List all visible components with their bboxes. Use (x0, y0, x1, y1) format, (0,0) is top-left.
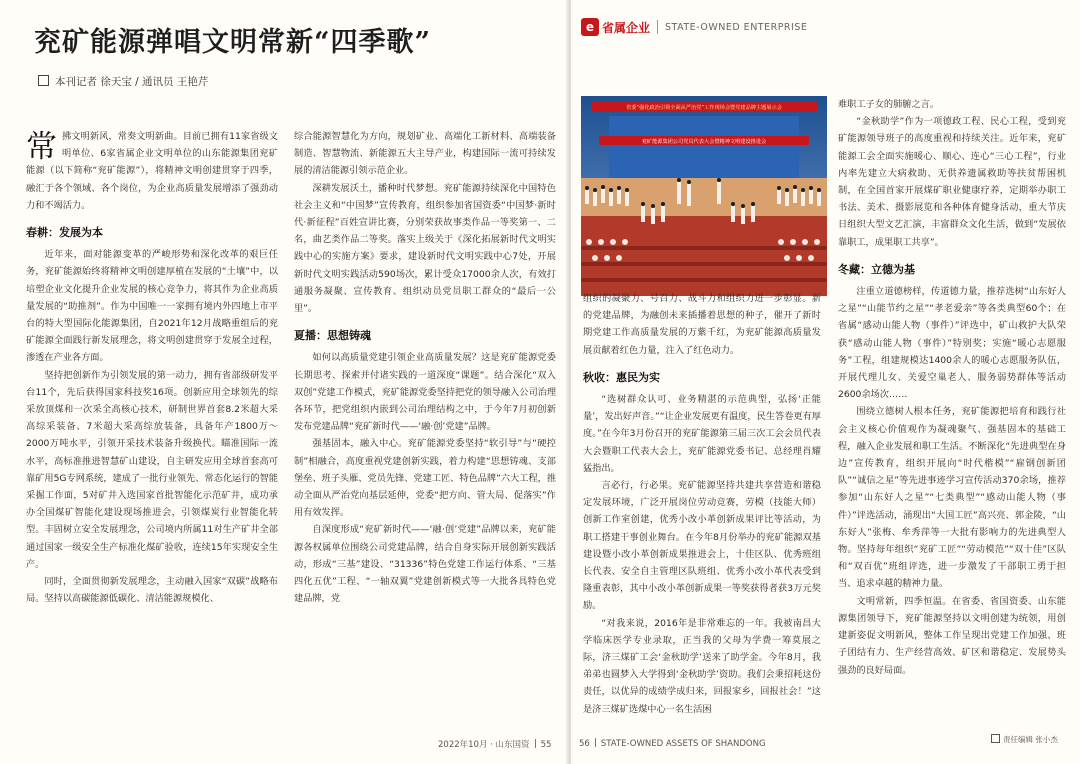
paragraph: 难职工子女的肺腑之言。 (838, 99, 940, 110)
publication-name: STATE-OWNED ASSETS OF SHANDONG (600, 739, 766, 749)
top-banner-text: 省委“强化政治引领全面从严治党”工作现场会暨党建品牌主题展示会 (626, 105, 782, 111)
square-icon (38, 75, 49, 86)
paragraph: “对我来说，2016年是非常难忘的一年。我被南昌大学临床医学专业录取，正当我的父母为学费一筹莫展之际，济三煤矿工会‘金秋助学’送来了助学金。今年8月，我弟弟也圆梦入大学得到‘金秋助学’资助。我们会秉招耗这份责任，以优异的成绩学成归来，回报家乡，回报社会！”这是济三煤矿选煤中心一名生活困 (583, 617, 821, 715)
editor-text: 责任编辑 张小杰 (1003, 735, 1058, 744)
square-icon (991, 734, 1000, 743)
paragraph: “金秋助学”作为一项德政工程、民心工程，受到兖矿能源领导班子的高度重视和持续关注。近年来，兖矿能源工会全面实施暖心、顺心、连心“三心工程”，行业内率先建立大病救助、无供养遗属救助等扶贫帮困机制，在全国首家开展煤矿职业健康疗养，定期举办职工书法、美术、摄影展览和各种体育健身活动，重大节庆日组织大型文艺汇演，丰富群众文化生活，做到“发展依靠职工，成果职工共享”。 (838, 116, 1066, 248)
paragraph: 组织的凝聚力、号召力、战斗力和组织力进一步彰显。新的党建品牌，为融创未来插播着思想的种子，催开了新时期党建工作高质量发展的万紫千红，为兖矿能源高质量发展贡献着红色力量，注入了红色动力。 (583, 293, 821, 356)
section-name-en: STATE-OWNED ENTERPRISE (665, 21, 808, 33)
paragraph: 坚持把创新作为引领发展的第一动力，拥有省部级研发平台11个，先后获得国家科技奖16项。创新应用全球领先的综采放顶煤和一次采全高核心技术，研制世界首套8.2米超大采高综采装备、7米超大采高综放装备，具备年产1800万～2000万吨水平，引领开采技术装备升级换代。瞄准国际一流水平，高标准推进智慧矿山建设，自主研发应用全球首套高可靠矿用5G专网系统，建成了一批行业领先、常态化运行的智能采掘工作面，5对矿井入选国家首批智能化示范矿井，成功承办全国煤矿智能化建设现场推进会，引领煤炭行业智能化转型。丰固树立安全发展理念，公司境内所属11对生产矿井全部通过国家一级安全生产标准化煤矿验收，连续15年实现安全生产。 (26, 369, 278, 570)
paragraph: 如何以高质量党建引领企业高质量发展？这是兖矿能源党委长期思考、探索并付诸实践的一道深度“课题”。结合深化“双入双创”党建工作模式，兖矿能源党委坚持把党的领导融入公司治理各环节，把党组织内嵌到公司治理结构之中，于今年7月初创新发布党建品牌“兖矿新时代——‘融·创’党建”品牌。 (294, 352, 557, 433)
paragraph: 注重立道德榜样，传道德力量，推荐选树“山东好人之星”“山能节约之星”“孝老爱亲”等各类典型60个；在省属“感动山能人物（事件）”评选中，矿山救护大队荣获“感动山能人物（事件）”特别奖；实施“暖心志愿服务”工程，组建规模达1400余人的暖心志愿服务队伍，开展代理儿女、关爱空巢老人、服务弱势群体等活动2600余场次…… (838, 286, 1066, 401)
e-logo-icon: e (581, 18, 599, 36)
right-page (571, 0, 1080, 764)
section-header (581, 18, 807, 36)
paragraph: 自深度形成“兖矿新时代——‘融·创’党建”品牌以来，兖矿能源各权属单位围绕公司党建品牌，结合自身实际开展创新实践活动，形成“三基”建设、“31336”特色党建工作运行体系、“三基四化五优”工程、“一轴双翼”党建创新模式等一大批各具特色党建品牌，党 (294, 524, 556, 605)
paragraph: 文明常新，四季恒温。在省委、省国资委、山东能源集团领导下，兖矿能源坚持以文明创建为统领，用创建新姿促文明新风，整体工作呈现出党建工作加强、班子团结有力、生产经营高效、矿区和谐稳定、发展势头强劲的良好局面。 (838, 595, 1066, 676)
page-number: 55 (540, 740, 552, 750)
main-banner-text: 兖矿能源集团公司党员代表大会暨精神文明建设推进会 (641, 139, 767, 145)
heading-winter: 冬藏：立德为基 (838, 262, 915, 276)
section-name-cn: 省属企业 (602, 20, 651, 35)
heading-spring: 春耕：发展为本 (26, 226, 103, 240)
heading-autumn: 秋收：惠民为实 (583, 370, 660, 384)
intro-text: 拂文明新风，常奏文明新曲。目前已拥有11家省级文明单位、6家省属企业文明单位的山东能源集团兖矿能源（以下简称“兖矿能源”），将精神文明创建贯穿于四季，融汇于各个领域、各个岗位，为企业高质量发展增添了强劲动力和不竭活力。 (26, 131, 278, 211)
byline (38, 74, 208, 89)
paragraph: 综合能源智慧化为方向，规划矿业、高端化工新材料、高端装备制造、智慧物流、新能源五大主导产业，构建国际一流可持续发展的清洁能源引领示范企业。 (294, 131, 556, 177)
paragraph: 同时，全面贯彻新发展理念，主动融入国家“双碳”战略布局。坚持以高碳能源低碳化、清洁能源规模化、 (26, 576, 278, 605)
column-1 (26, 128, 278, 607)
column-2 (294, 128, 556, 607)
page-footer-right (579, 738, 766, 749)
column-4 (838, 96, 1066, 679)
paragraph: 近年来，面对能源变革的严峻形势和深化改革的艰巨任务，兖矿能源始终将精神文明创建厚植在发展的“土壤”中，以培塑企业文化提升企业发展的核心竞争力，将其作为企业高质量发展的“助推剂”。作为中国唯一一家拥有境内外四地上市平台的特大型国际化能源集团，自2021年12月战略重组后的兖矿能源全面践行新发展理念，将文明创建贯穿于发展全过程，渗透在产业各方面。 (26, 249, 278, 364)
page-footer-left (438, 738, 551, 750)
conference-hall-photo (581, 96, 827, 296)
editor-credit (991, 734, 1058, 745)
heading-summer: 夏播：思想铸魂 (294, 329, 371, 343)
event-photo (581, 96, 827, 296)
paragraph: 言必行，行必果。兖矿能源坚持共建共享营造和谐稳定发展环境，广泛开展岗位劳动竞赛，劳模（技能大师）创新工作室创建，优秀小改小革创新成果评比等活动，为职工搭建干事创业舞台。在今年8月份举办的兖矿能源双基建设暨小改小革创新成果推进会上，十佳区队、优秀班组长代表、安全自主管理区队班组、优秀小改小革代表受到隆重表彰，其中小改小革创新成果一等奖获得者获3万元奖励。 (583, 480, 821, 612)
intro-paragraph (26, 128, 278, 214)
page-number: 56 (579, 739, 590, 749)
paragraph: 强基固本，融入中心。兖矿能源党委坚持“软引导”与“硬控制”相融合，高度重视党建创新实践，着力构建“思想铸魂、支部堡垒、班子头雁、党员先锋、党建工匠、特色品牌”六大工程，推动全面从严治党向基层延伸，党委“把方向、管大局、促落实”作用有效发挥。 (294, 438, 557, 519)
paragraph: “选树群众认可、业务精湛的示范典型，弘扬‘正能量’，发出好声音。”“让企业发展更有温度，民生答卷更有厚度。”在今年3月份召开的兖矿能源第三届三次工会会员代表大会暨职工代表大会上，兖矿能源党委书记、总经理肖耀猛指出。 (583, 394, 821, 474)
drop-cap: 常 (26, 129, 57, 165)
article-title: 兖矿能源弹唱文明常新“四季歌” (34, 27, 432, 58)
paragraph: 深耕发展沃土，播种时代梦想。兖矿能源持续深化中国特色社会主义和“中国梦”宣传教育，组织参加省国资委“中国梦·新时代·新征程”百姓宣讲比赛，分别荣获故事类作品一等奖第一、二名，曲艺类作品二等奖。落实上级关于《深化拓展新时代文明实践中心的实施方案》要求，建设新时代文明实践中心7处，开展新时代文明实践活动590场次，累计受众17000余人次，有效打通服务凝聚、宣传教育、组织动员党员职工群众的“最后一公里”。 (294, 182, 556, 315)
byline-text: 本刊记者 徐天宝 / 通讯员 王艳芹 (55, 76, 209, 88)
issue-label: 2022年10月 · 山东国资 (438, 740, 530, 750)
column-3 (583, 290, 821, 718)
paragraph: 围绕立德树人根本任务，兖矿能源把培育和践行社会主义核心价值观作为凝魂聚气、强基固本的基础工程，融入企业发展和职工生活。不断深化“先进典型在身边”宣传教育，组织开展向“时代楷模”“雇钢创新团队”“诚信之星”等先进事迹学习宣传活动370余场，推荐参加“山东好人之星”“七类典型”“感动山能人物（事件）”评选活动，涌现出“大国工匠”高兴亮、郭金陵，“山东好人”张梅、牟秀萍等一大批有影响力的先进典型人物。坚持每年组织“兖矿工匠”“劳动模范”“双十佳”区队和“双百优”班组评选，进一步激发了干部职工勇于担当、追求卓越的精神力量。 (838, 406, 1066, 590)
